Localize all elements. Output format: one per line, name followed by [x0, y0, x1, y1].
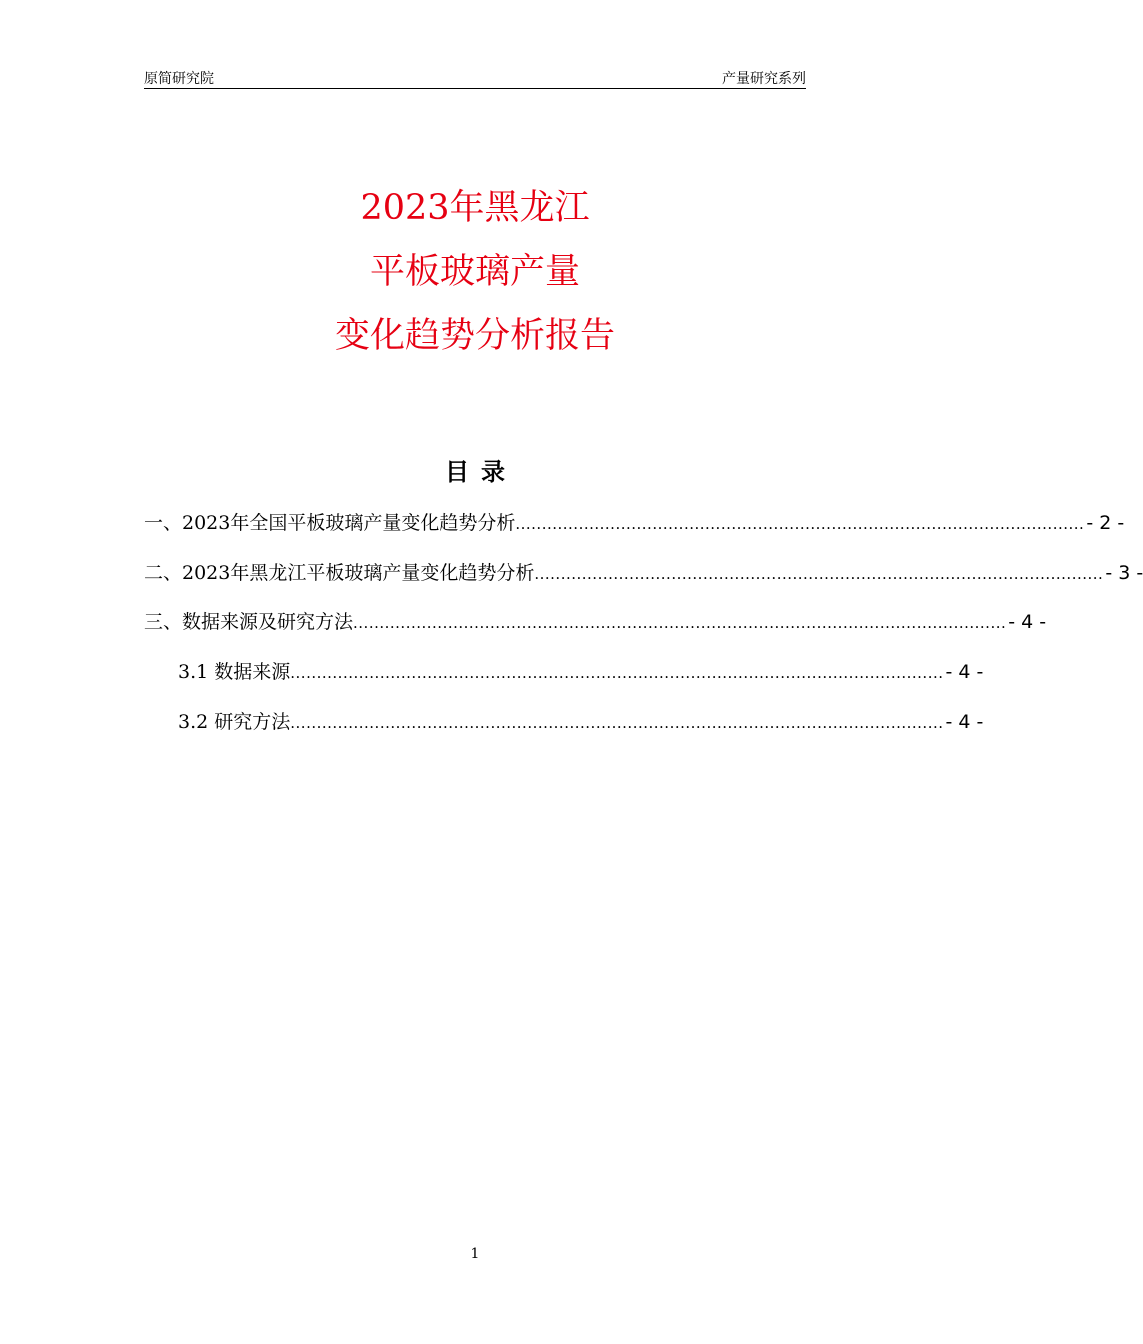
toc-heading: 目录 [445, 458, 517, 486]
header-org: 原简研究院 [144, 71, 214, 87]
title-line-2: 平板玻璃产量 [369, 252, 580, 292]
title-line-1: 2023年黑龙江 [360, 188, 590, 228]
toc-entry-page: - 2 - [1086, 512, 1125, 534]
page-number: 1 [470, 1246, 480, 1262]
toc-entry-text: 3.2 研究方法 [178, 711, 291, 733]
toc-entry-page: - 3 - [1105, 562, 1143, 584]
toc-entry-page: - 4 - [945, 711, 984, 733]
toc-leader-dots: ............................................................................................................................ [290, 714, 944, 732]
toc-entry[interactable] [144, 508, 1125, 534]
toc-entry-text: 3.1 数据来源 [178, 661, 291, 683]
toc-leader-dots: ............................................................................................................................ [353, 614, 1007, 632]
toc-leader-dots: ............................................................................................................................ [290, 664, 944, 682]
header-series: 产量研究系列 [722, 71, 806, 87]
toc-leader-dots: ............................................................................................................ [534, 565, 1104, 583]
toc-leader-dots: ............................................................................................................ [515, 515, 1085, 533]
toc-entry[interactable] [144, 607, 1047, 633]
toc-entry[interactable] [178, 707, 984, 733]
toc-entry-text: 三、数据来源及研究方法 [144, 611, 354, 633]
toc-entry-page: - 4 - [1008, 611, 1047, 633]
toc-entry[interactable] [144, 558, 1143, 584]
toc-entry-text: 二、2023年黑龙江平板玻璃产量变化趋势分析 [144, 562, 535, 584]
toc-entry-page: - 4 - [945, 661, 984, 683]
page-header [144, 66, 806, 89]
toc-entry[interactable] [178, 657, 984, 683]
toc-entry-text: 一、2023年全国平板玻璃产量变化趋势分析 [144, 512, 516, 534]
title-line-3: 变化趋势分析报告 [334, 316, 615, 356]
